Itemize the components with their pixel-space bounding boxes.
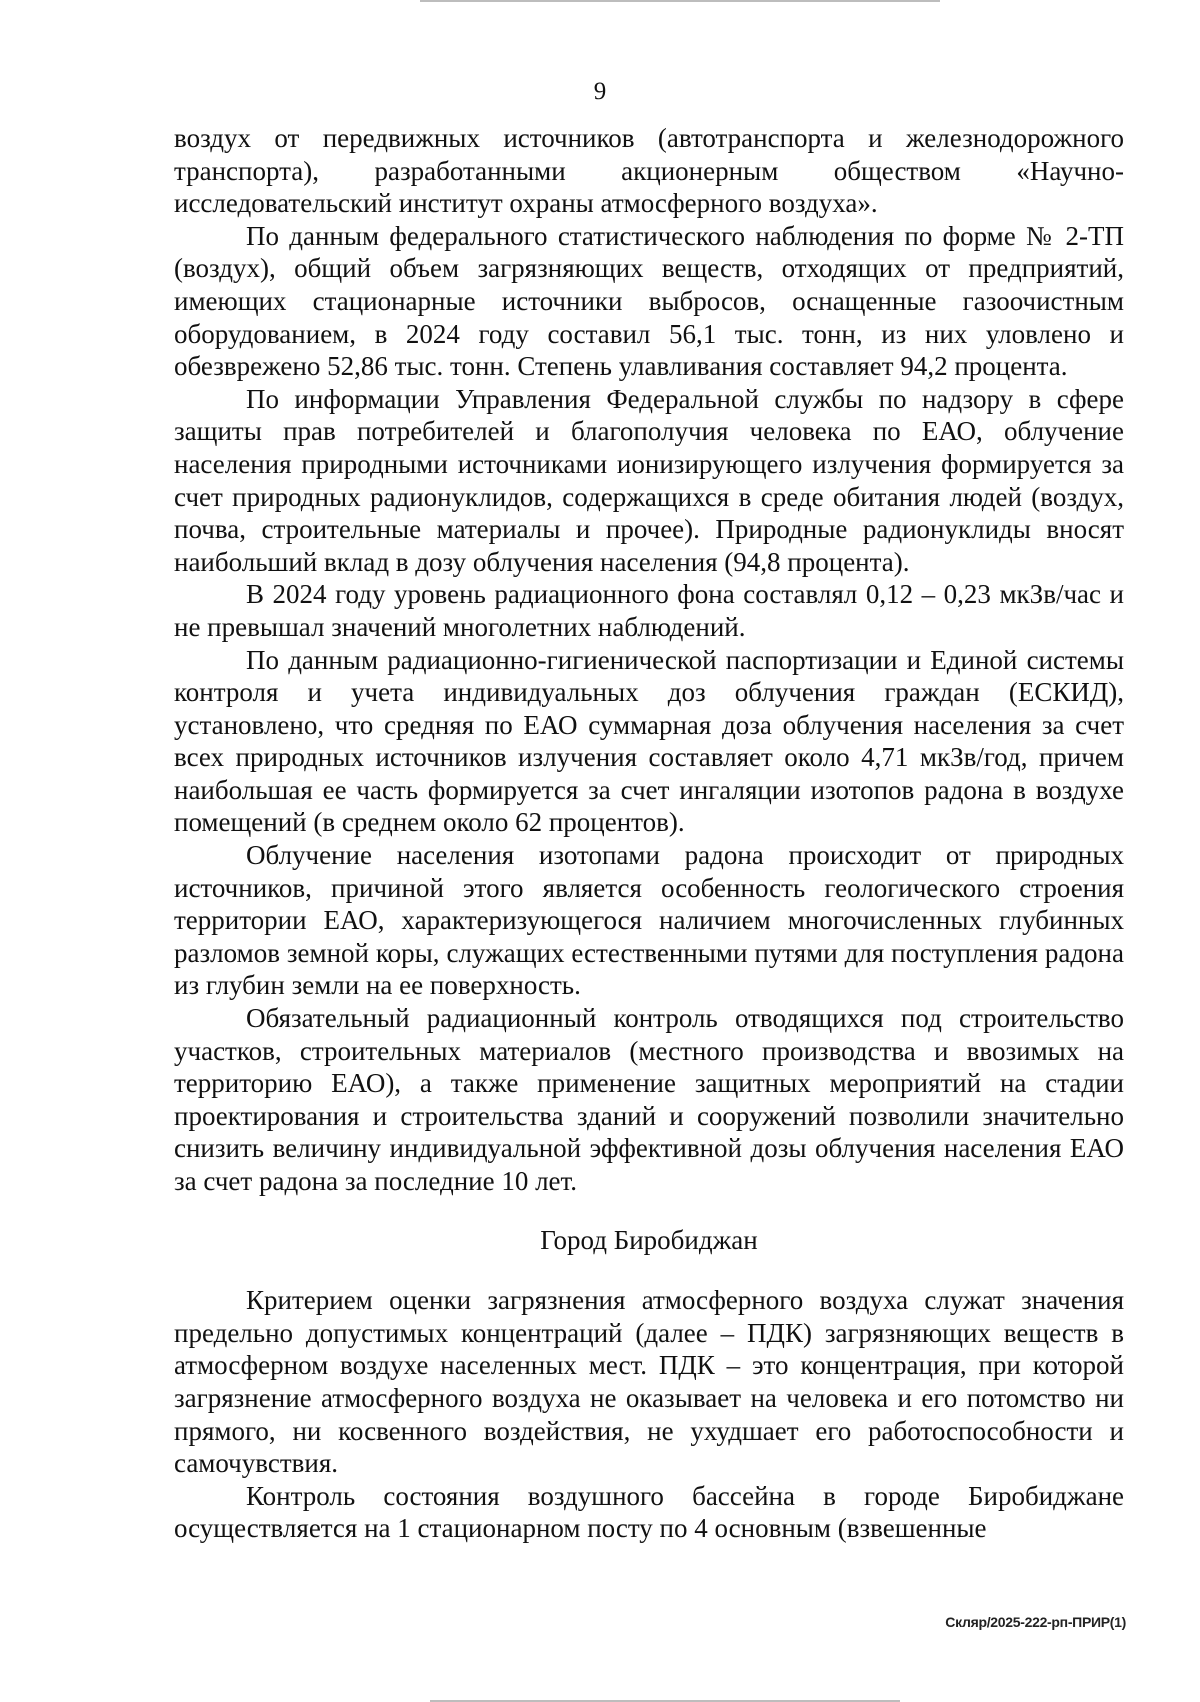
document-registration-code: Скляр/2025-222-рп-ПРИР(1): [945, 1614, 1126, 1630]
paragraph-radiation-sources: По информации Управления Федеральной службы по надзору в сфере защиты прав потребителей и благополучия человека по ЕАО, облучение населения природными источниками ионизирующего излучения формируется за счет природных радионуклидов, содержащихся в среде обитания людей (воздух, почва, строительные материалы и прочее). Природные радионуклиды вносят наибольший вклад в дозу облучения населения (94,8 процента).: [174, 383, 1124, 577]
scan-edge-top: [420, 0, 940, 2]
paragraph-air-stats: По данным федерального статистического наблюдения по форме № 2-ТП (воздух), общий объем загрязняющих веществ, отходящих от предприятий, имеющих стационарные источники выбросов, оснащенные газоочистным оборудованием, в 2024 году составил 56,1 тыс. тонн, из них уловлено и обезврежено 52,86 тыс. тонн. Степень улавливания составляет 94,2 процента.: [174, 220, 1124, 382]
section-heading: Город Биробиджан: [540, 1224, 758, 1255]
paragraph-pdk-criteria: Критерием оценки загрязнения атмосферного воздуха служат значения предельно допустимых концентраций (далее – ПДК) загрязняющих веществ в атмосферном воздухе населенных мест. ПДК – это концентрация, при которой загрязнение атмосферного воздуха не оказывает на человека и его потомство ни прямого, ни косвенного воздействия, не ухудшает его работоспособности и самочувствия.: [174, 1285, 1124, 1479]
paragraph-radiation-background: В 2024 году уровень радиационного фона составлял 0,12 – 0,23 мкЗв/час и не превышал значений многолетних наблюдений.: [174, 579, 1124, 642]
paragraph-eskid-dose: По данным радиационно-гигиенической паспортизации и Единой системы контроля и учета индивидуальных доз облучения граждан (ЕСКИД), установлено, что средняя по ЕАО суммарная доза облучения населения за счет всех природных источников излучения составляет около 4,71 мкЗв/год, причем наибольшая ее часть формируется за счет ингаляции изотопов радона в воздухе помещений (в среднем около 62 процентов).: [174, 644, 1124, 838]
paragraph-radiation-control: Обязательный радиационный контроль отводящихся под строительство участков, строительных материалов (местного производства и ввозимых на территорию ЕАО), а также применение защитных мероприятий на стадии проектирования и строительства зданий и сооружений позволили значительно снизить величину индивидуальной эффективной дозы облучения населения ЕАО за счет радона за последние 10 лет.: [174, 1003, 1124, 1196]
document-body: [174, 122, 1124, 1545]
paragraph-radon-geology: Облучение населения изотопами радона происходит от природных источников, причиной этого является особенность геологического строения территории ЕАО, характеризующегося наличием многочисленных глубинных разломов земной коры, служащих естественными путями для поступления радона из глубин земли на ее поверхность.: [174, 840, 1124, 1001]
page-number: 9: [593, 78, 607, 105]
paragraph-air-monitoring: Контроль состояния воздушного бассейна в городе Биробиджане осуществляется на 1 стационарном посту по 4 основным (взвешенные: [174, 1480, 1124, 1544]
paragraph-continuation: воздух от передвижных источников (автотранспорта и железнодорожного транспорта), разработанными акционерным обществом «Научно-исследовательский институт охраны атмосферного воздуха».: [174, 123, 1124, 219]
